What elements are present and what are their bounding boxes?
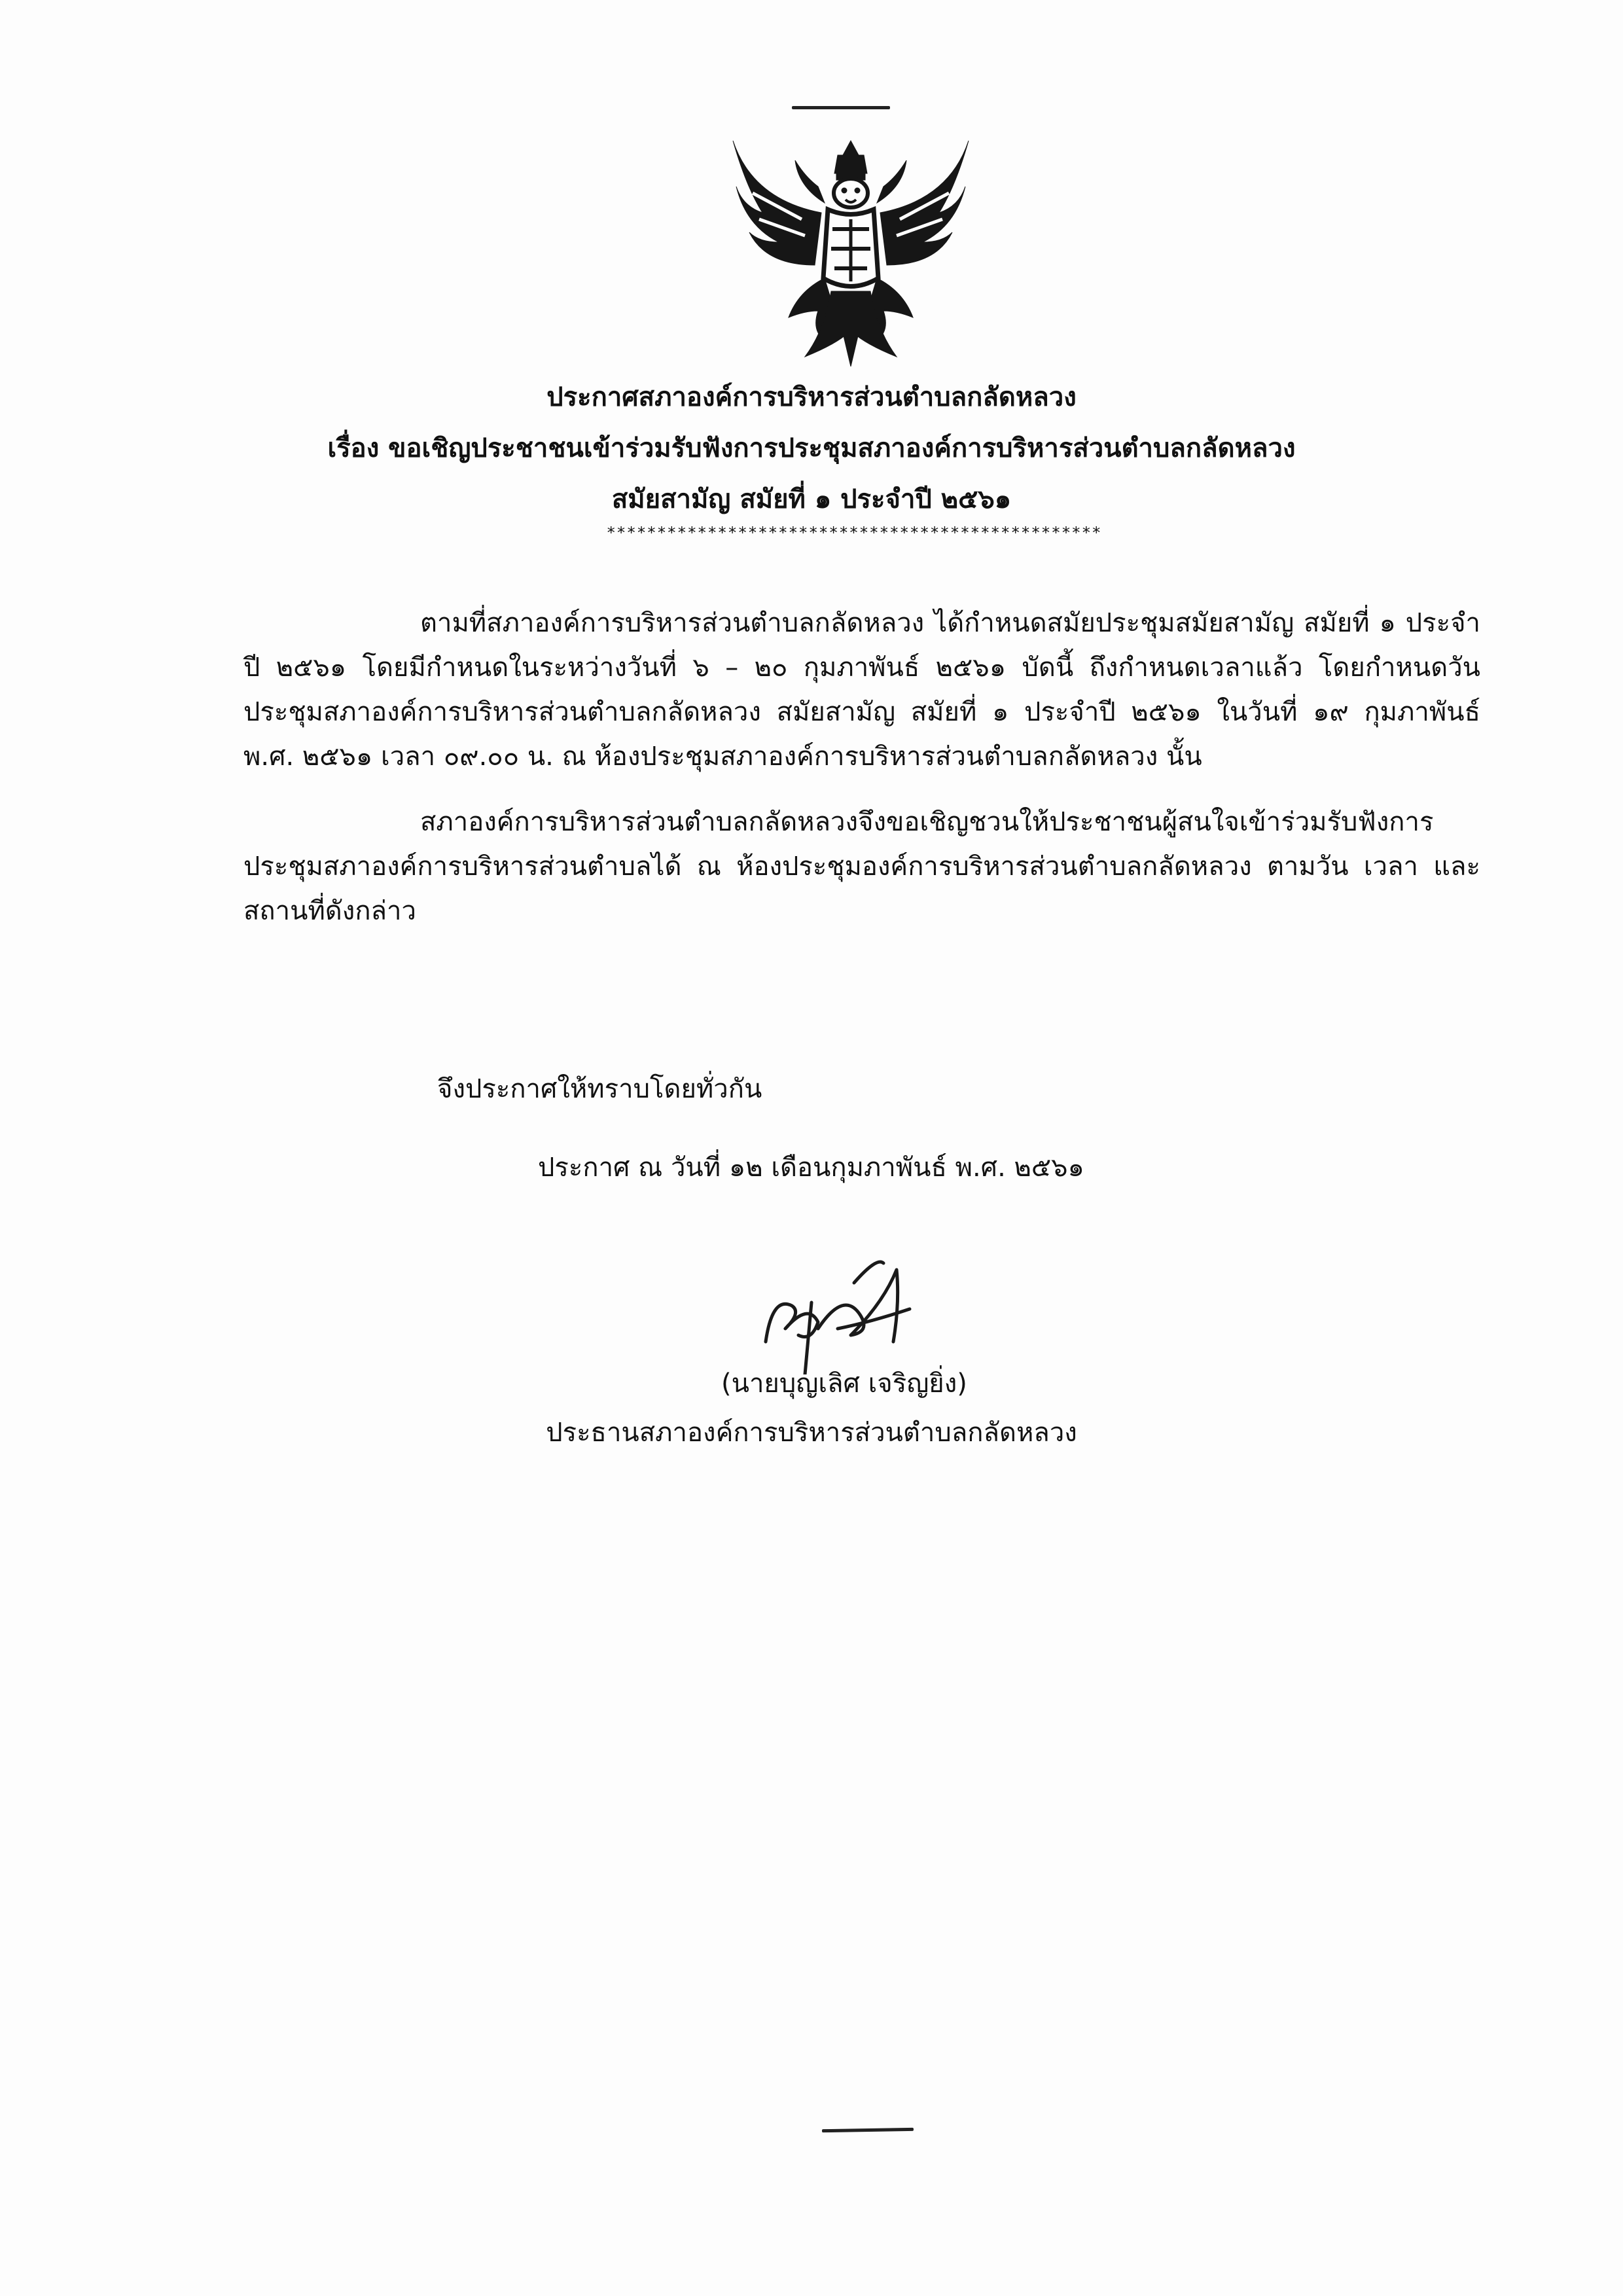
announcement-date: ประกาศ ณ วันที่ ๑๒ เดือนกุมภาพันธ์ พ.ศ. ๒๕๖๑ bbox=[538, 1153, 1084, 1183]
garuda-emblem-icon bbox=[726, 115, 975, 367]
signer-position: ประธานสภาองค์การบริหารส่วนตำบลกลัดหลวง bbox=[546, 1418, 1077, 1448]
signature-icon bbox=[746, 1244, 942, 1374]
title-line-3: สมัยสามัญ สมัยที่ ๑ ประจำปี ๒๕๖๑ bbox=[611, 484, 1012, 514]
bottom-dash-mark bbox=[822, 2128, 914, 2132]
star-separator: ************************************************* bbox=[606, 524, 1102, 542]
closing-statement: จึงประกาศให้ทราบโดยทั่วกัน bbox=[437, 1074, 762, 1104]
body-paragraph-1: ตามที่สภาองค์การบริหารส่วนตำบลกลัดหลวง ได้กำหนดสมัยประชุมสมัยสามัญ สมัยที่ ๑ ประจำปี ๒๕๖๑ โดยมีกำหนดในระหว่างวันที่ ๖ – ๒๐ กุมภาพันธ์ ๒๕๖๑ บัดนี้ ถึงกำหนดเวลาแล้ว โดยกำหนดวันประชุมสภาองค์การบริหารส่วนตำบลกลัดหลวง สมัยสามัญ สมัยที่ ๑ ประจำปี ๒๕๖๑ ในวันที่ ๑๙ กุมภาพันธ์ พ.ศ. ๒๕๖๑ เวลา ๐๙.๐๐ น. ณ ห้องประชุมสภาองค์การบริหารส่วนตำบลกลัดหลวง นั้น bbox=[243, 608, 1480, 772]
title-line-1: ประกาศสภาองค์การบริหารส่วนตำบลกลัดหลวง bbox=[546, 382, 1077, 412]
announcement-title bbox=[0, 372, 1623, 525]
title-line-2: เรื่อง ขอเชิญประชาชนเข้าร่วมรับฟังการประชุมสภาองค์การบริหารส่วนตำบลกลัดหลวง bbox=[327, 433, 1296, 463]
announcement-body bbox=[243, 601, 1480, 933]
top-dash-mark bbox=[792, 106, 890, 109]
body-paragraph-2: สภาองค์การบริหารส่วนตำบลกลัดหลวงจึงขอเชิญชวนให้ประชาชนผู้สนใจเข้าร่วมรับฟังการประชุมสภาองค์การบริหารส่วนตำบลได้ ณ ห้องประชุมองค์การบริหารส่วนตำบลกลัดหลวง ตามวัน เวลา และสถานที่ดังกล่าว bbox=[243, 807, 1480, 926]
signer-name: (นายบุญเลิศ เจริญยิ่ง) bbox=[721, 1369, 967, 1399]
